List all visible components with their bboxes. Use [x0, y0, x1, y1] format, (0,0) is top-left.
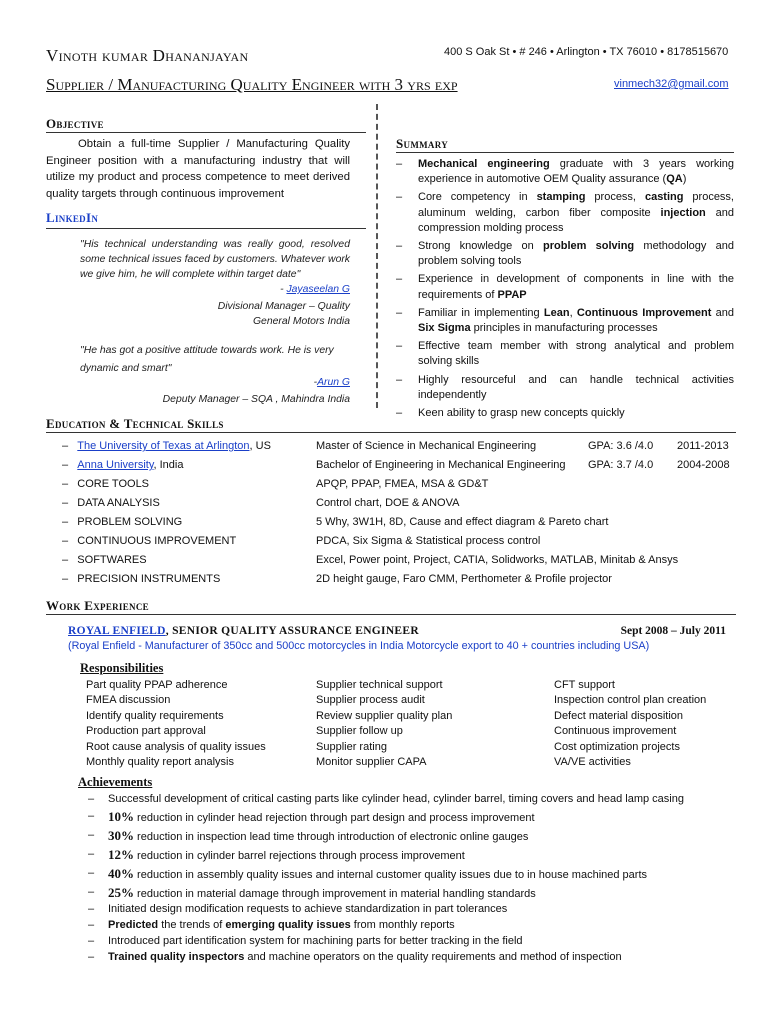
- recommendation-role-1: Divisional Manager – Quality: [217, 301, 350, 312]
- education-detail: 2D height gauge, Faro CMM, Perthometer & Profile projector: [316, 573, 612, 585]
- education-label: [62, 516, 182, 528]
- recommendation-author-2: [314, 375, 350, 390]
- achievement-metric: 12%: [108, 847, 134, 862]
- education-detail: APQP, PPAP, FMEA, MSA & GD&T: [316, 478, 489, 490]
- education-heading: Education & Technical Skills: [46, 416, 224, 431]
- summary-text: ): [682, 173, 687, 186]
- education-row: [62, 459, 742, 475]
- candidate-name: Vinoth kumar Dhananjayan: [46, 46, 249, 65]
- achievement-item: [88, 949, 748, 965]
- education-row: [62, 497, 742, 513]
- bullet-dash: –: [62, 573, 69, 585]
- education-label-text: SOFTWARES: [77, 554, 147, 566]
- achievement-item: [88, 864, 748, 883]
- work-heading: Work Experience: [46, 598, 149, 613]
- education-label: [62, 478, 149, 490]
- achievement-keyword: emerging quality issues: [225, 919, 351, 931]
- education-label-text: CORE TOOLS: [77, 478, 150, 490]
- responsibility-item: Supplier follow up: [316, 725, 403, 738]
- responsibilities-column-3: [554, 678, 706, 770]
- summary-text: Keen ability to grasp new concepts quickly: [418, 407, 625, 420]
- summary-item: [396, 190, 734, 236]
- summary-item: [396, 272, 734, 302]
- achievement-text: the trends of: [158, 919, 226, 931]
- summary-keyword: Continuous Improvement: [576, 306, 712, 319]
- summary-item: [396, 339, 734, 369]
- summary-text: ,: [569, 306, 577, 319]
- achievement-text: reduction in inspection lead time through introduction of electronic online gauges: [134, 831, 529, 843]
- bullet-dash: –: [396, 306, 403, 319]
- responsibility-item: Supplier rating: [316, 740, 387, 753]
- bullet-dash: –: [88, 903, 95, 915]
- bullet-dash: –: [88, 951, 95, 963]
- education-label: [62, 554, 147, 566]
- company-description: (Royal Enfield - Manufacturer of 350cc and 500cc motorcycles in India Motorcycle export to 40 + countries including USA): [68, 640, 650, 652]
- email-link[interactable]: vinmech32@gmail.com: [614, 78, 729, 90]
- bullet-dash: –: [396, 191, 403, 204]
- bullet-dash: –: [396, 273, 403, 286]
- responsibility-item: FMEA discussion: [86, 694, 171, 707]
- achievement-item: [88, 917, 748, 933]
- achievement-text: reduction in assembly quality issues and internal customer quality issues due to in house machined parts: [134, 869, 647, 881]
- summary-list: [396, 154, 734, 421]
- responsibility-item: Root cause analysis of quality issues: [86, 740, 266, 753]
- summary-text: Effective team member with strong analytical and problem solving skills: [418, 340, 734, 368]
- responsibility-item: Supplier process audit: [316, 694, 425, 707]
- education-years: 2011-2013: [677, 440, 729, 452]
- achievement-text: from monthly reports: [350, 919, 455, 931]
- summary-keyword: injection: [660, 206, 706, 219]
- education-divider: [46, 432, 736, 433]
- achievement-metric: 30%: [108, 828, 134, 843]
- responsibility-item: Identify quality requirements: [86, 709, 224, 722]
- summary-text: principles in manufacturing processes: [470, 322, 658, 335]
- responsibility-item: Part quality PPAP adherence: [86, 679, 228, 691]
- responsibility-item: Inspection control plan creation: [554, 694, 707, 707]
- achievement-item: [88, 826, 748, 845]
- education-detail: Control chart, DOE & ANOVA: [316, 497, 460, 509]
- education-detail: Master of Science in Mechanical Engineering: [316, 440, 537, 452]
- objective-heading: Objective: [46, 116, 104, 131]
- achievement-keyword: Trained quality inspectors: [108, 951, 245, 963]
- linkedin-heading: LinkedIn: [46, 210, 99, 225]
- education-label-text: CONTINUOUS IMPROVEMENT: [77, 535, 237, 547]
- summary-keyword: PPAP: [497, 288, 527, 301]
- education-label: [62, 497, 160, 509]
- recommendation-quote-1: "His technical understanding was really good, resolved some technical issues faced by customers. Whatever work we give him, he will complete within target date": [80, 239, 350, 280]
- bullet-dash: –: [88, 829, 95, 841]
- education-row: [62, 535, 742, 551]
- education-label-text: , India: [153, 459, 184, 471]
- achievement-text: reduction in cylinder barrel rejections through process improvement: [134, 850, 465, 862]
- company-link[interactable]: ROYAL ENFIELD: [68, 625, 166, 637]
- summary-text: Experience in development of components in line with the requirements of: [418, 273, 734, 301]
- bullet-dash: –: [62, 440, 69, 452]
- bullet-dash: –: [62, 478, 69, 490]
- education-years: 2004-2008: [677, 459, 730, 471]
- summary-text: Core competency in: [418, 191, 537, 204]
- achievement-text: Introduced part identification system for machining parts for better tracking in the field: [108, 935, 523, 947]
- bullet-dash: –: [88, 935, 95, 947]
- responsibility-item: VA/VE activities: [554, 756, 631, 769]
- summary-divider: [396, 152, 734, 153]
- summary-keyword: stamping: [536, 191, 586, 204]
- work-divider: [46, 614, 736, 615]
- education-row: [62, 573, 742, 589]
- achievement-keyword: Predicted: [108, 919, 159, 931]
- summary-item: [396, 406, 734, 421]
- summary-keyword: Six Sigma: [418, 322, 471, 335]
- education-label-text: PROBLEM SOLVING: [77, 516, 183, 528]
- author-link-arun[interactable]: Arun G: [317, 377, 350, 388]
- summary-text: and: [711, 306, 734, 319]
- bullet-dash: –: [88, 886, 95, 898]
- bullet-dash: –: [88, 793, 95, 805]
- responsibilities-column-1: [86, 678, 266, 770]
- gpa-value: GPA: 3.6 /4.0: [588, 440, 654, 452]
- achievement-item: [88, 807, 748, 826]
- resume-title: Supplier / Manufacturing Quality Engineer with 3 yrs exp: [46, 75, 458, 94]
- education-label: [62, 573, 220, 585]
- achievement-text: and machine operators on the quality requirements and method of inspection: [244, 951, 622, 963]
- summary-text: and compression molding process: [418, 206, 734, 234]
- education-label-text: , US: [249, 440, 271, 452]
- bullet-dash: –: [62, 497, 69, 509]
- achievement-text: reduction in cylinder head rejection through part design and process improvement: [134, 812, 535, 824]
- job-role: , SENIOR QUALITY ASSURANCE ENGINEER: [165, 625, 419, 637]
- summary-keyword: problem solving: [543, 240, 635, 253]
- summary-item: [396, 157, 734, 187]
- objective-text: Obtain a full-time Supplier / Manufacturing Quality Engineer position with a manufacturing industry that will utilize my product and process competence to meet derived quality targets through continuous improvement: [46, 138, 350, 200]
- bullet-dash: –: [396, 158, 403, 170]
- education-detail: PDCA, Six Sigma & Statistical process control: [316, 535, 541, 547]
- achievement-text: Initiated design modification requests to achieve standardization in part tolerances: [108, 903, 508, 915]
- recommendation-author-1: [280, 282, 350, 297]
- responsibility-item: CFT support: [554, 679, 615, 691]
- education-label-text: DATA ANALYSIS: [77, 497, 160, 509]
- responsibility-item: Cost optimization projects: [554, 740, 680, 753]
- achievement-text: reduction in material damage through improvement in material handling standards: [134, 888, 536, 900]
- responsibilities-heading: Responsibilities: [80, 661, 164, 675]
- summary-keyword: Mechanical engineering: [418, 158, 550, 170]
- achievement-text: Successful development of critical casting parts like cylinder head, cylinder barrel, timing covers and head lamp casing: [108, 793, 684, 805]
- achievement-item: [88, 883, 748, 902]
- achievement-item: [88, 792, 748, 807]
- recommendation-org-1: General Motors India: [252, 316, 350, 327]
- bullet-dash: –: [62, 516, 69, 528]
- bullet-dash: –: [62, 459, 69, 471]
- education-label: [62, 440, 271, 452]
- author-link-jayaseelan[interactable]: Jayaseelan G: [286, 284, 350, 295]
- objective-divider: [46, 132, 366, 133]
- recommendation-quote-2: "He has got a positive attitude towards work. He is very dynamic and smart": [80, 345, 334, 374]
- bullet-dash: –: [62, 535, 69, 547]
- summary-item: [396, 373, 734, 403]
- linkedin-divider: [46, 228, 366, 229]
- achievements-list: [88, 792, 748, 965]
- gpa-value: GPA: 3.7 /4.0: [588, 459, 654, 471]
- responsibility-item: Monitor supplier CAPA: [316, 756, 427, 769]
- responsibility-item: Defect material disposition: [554, 709, 684, 722]
- responsibility-item: Monthly quality report analysis: [86, 756, 234, 769]
- contact-info: 400 S Oak St • # 246 • Arlington • TX 76010 • 8178515670: [444, 46, 729, 58]
- summary-text: methodology and problem solving tools: [418, 240, 734, 268]
- education-row: [62, 554, 742, 570]
- bullet-dash: –: [88, 919, 95, 931]
- achievement-metric: 10%: [108, 809, 134, 824]
- column-divider: [376, 104, 378, 408]
- education-row: [62, 440, 742, 456]
- education-label-text: PRECISION INSTRUMENTS: [77, 573, 221, 585]
- summary-text: Familiar in implementing: [418, 306, 544, 319]
- bullet-dash: –: [396, 240, 403, 253]
- bullet-dash: –: [62, 554, 69, 566]
- responsibility-item: Continuous improvement: [554, 725, 677, 738]
- achievement-metric: 40%: [108, 866, 134, 881]
- institution-link[interactable]: The University of Texas at Arlington: [77, 440, 250, 452]
- responsibility-item: Production part approval: [86, 725, 206, 738]
- summary-text: Highly resourceful and can handle technical activities independently: [418, 373, 734, 401]
- education-label: [62, 459, 183, 471]
- summary-text: graduate with 3 years working experience in automotive OEM Quality assurance (: [418, 158, 735, 186]
- job-title: [68, 625, 419, 637]
- summary-keyword: Lean: [543, 306, 570, 319]
- achievement-metric: 25%: [108, 885, 134, 900]
- achievement-item: [88, 845, 748, 864]
- education-detail: Excel, Power point, Project, CATIA, Solidworks, MATLAB, Minitab & Ansys: [316, 554, 679, 566]
- responsibilities-column-2: [316, 678, 452, 770]
- responsibility-item: Supplier technical support: [316, 679, 443, 691]
- achievement-item: [88, 902, 748, 917]
- education-detail: 5 Why, 3W1H, 8D, Cause and effect diagram & Pareto chart: [316, 516, 609, 528]
- summary-keyword: casting: [644, 191, 684, 204]
- bullet-dash: –: [88, 810, 95, 822]
- summary-text: Strong knowledge on: [418, 240, 543, 253]
- author-prefix: -: [313, 377, 318, 388]
- education-detail: Bachelor of Engineering in Mechanical Engineering: [316, 459, 566, 471]
- summary-item: [396, 239, 734, 269]
- recommendation-role-2: Deputy Manager – SQA , Mahindra India: [162, 394, 350, 405]
- summary-item: [396, 306, 734, 336]
- summary-text: process,: [585, 191, 645, 204]
- responsibility-item: Review supplier quality plan: [316, 709, 453, 722]
- bullet-dash: –: [396, 407, 403, 420]
- job-dates: Sept 2008 – July 2011: [620, 625, 726, 637]
- education-row: [62, 516, 742, 532]
- summary-heading: Summary: [396, 136, 449, 151]
- author-prefix: -: [280, 284, 287, 295]
- bullet-dash: –: [396, 340, 403, 353]
- education-row: [62, 478, 742, 494]
- bullet-dash: –: [88, 867, 95, 879]
- education-label: [62, 535, 236, 547]
- achievement-item: [88, 933, 748, 949]
- summary-keyword: QA: [666, 173, 683, 186]
- bullet-dash: –: [88, 848, 95, 860]
- achievements-heading: Achievements: [78, 775, 153, 789]
- bullet-dash: –: [396, 373, 403, 386]
- summary-text: process, aluminum welding, carbon fiber composite: [418, 191, 734, 219]
- institution-link[interactable]: Anna University: [77, 459, 154, 471]
